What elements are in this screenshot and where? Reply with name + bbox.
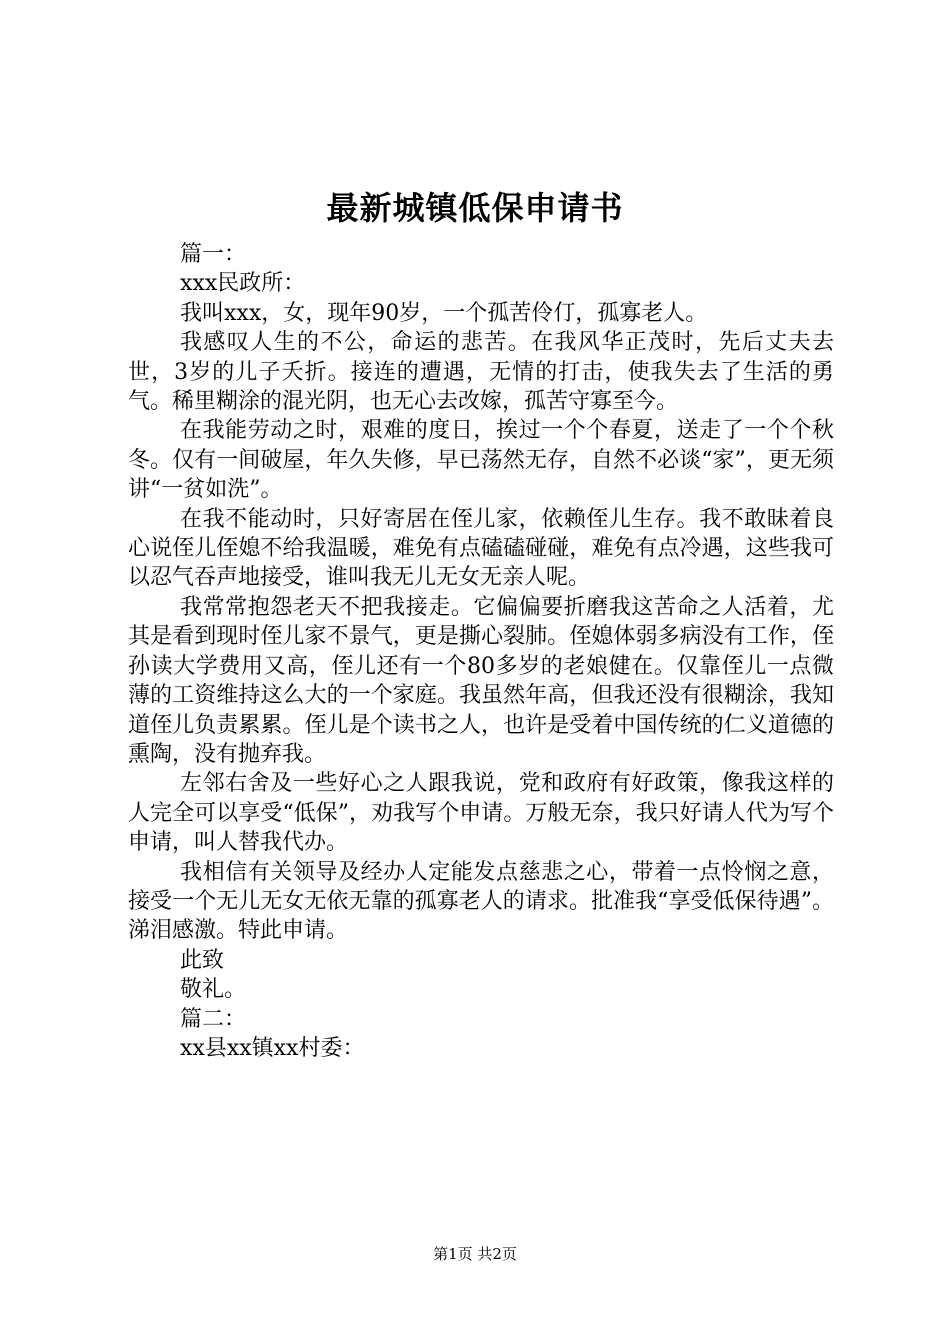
page-footer: 第1页 共2页 bbox=[433, 1245, 517, 1263]
document-body bbox=[128, 240, 834, 1063]
paragraph: 我常常抱怨老天不把我接走。它偏偏要折磨我这苦命之人活着，尤其是看到现时侄儿家不景气，更是撕心裂肺。侄媳体弱多病没有工作，侄孙读大学费用又高，侄儿还有一个80多岁的老娘健在。仅靠侄儿一点微薄的工资维持这么大的一个家庭。我虽然年高，但我还没有很糊涂，我知道侄儿负责累累。侄儿是个读书之人，也许是受着中国传统的仁义道德的熏陶，没有抛弃我。 bbox=[128, 594, 834, 767]
document-title: 最新城镇低保申请书 bbox=[326, 189, 624, 227]
paragraph: 我感叹人生的不公，命运的悲苦。在我风华正茂时，先后丈夫去世，3岁的儿子夭折。接连的遭遇，无情的打击，使我失去了生活的勇气。稀里糊涂的混光阴，也无心去改嫁，孤苦守寡至今。 bbox=[128, 330, 834, 415]
paragraph: 我叫xxx，女，现年90岁，一个孤苦伶仃，孤寡老人。 bbox=[180, 300, 708, 326]
closing-line: 此致 bbox=[180, 947, 225, 973]
paragraph: 左邻右舍及一些好心之人跟我说，党和政府有好政策，像我这样的人完全可以享受“低保”，劝我写个申请。万般无奈，我只好请人代为写个申请，叫人替我代办。 bbox=[128, 771, 834, 856]
salutation: xxx民政所： bbox=[180, 271, 306, 297]
paragraph: 我相信有关领导及经办人定能发点慈悲之心，带着一点怜悯之意，接受一个无儿无女无依无靠的孤寡老人的请求。批准我“享受低保待遇”。涕泪感激。特此申请。 bbox=[128, 859, 834, 944]
salutation: xx县xx镇xx村委： bbox=[180, 1035, 365, 1061]
closing-salute: 敬礼。 bbox=[180, 977, 247, 1003]
paragraph: 在我不能动时，只好寄居在侄儿家，依赖侄儿生存。我不敢昧着良心说侄儿侄媳不给我温暖，难免有点磕磕碰碰，难免有点冷遇，这些我可以忍气吞声地接受，谁叫我无儿无女无亲人呢。 bbox=[128, 506, 834, 591]
section-heading-1: 篇一： bbox=[180, 242, 247, 267]
section-heading-2: 篇二： bbox=[180, 1006, 247, 1032]
paragraph: 在我能劳动之时，艰难的度日，挨过一个个春夏，送走了一个个秋冬。仅有一间破屋，年久失修，早已荡然无存，自然不必谈“家”，更无须讲“一贫如洗”。 bbox=[128, 418, 834, 503]
